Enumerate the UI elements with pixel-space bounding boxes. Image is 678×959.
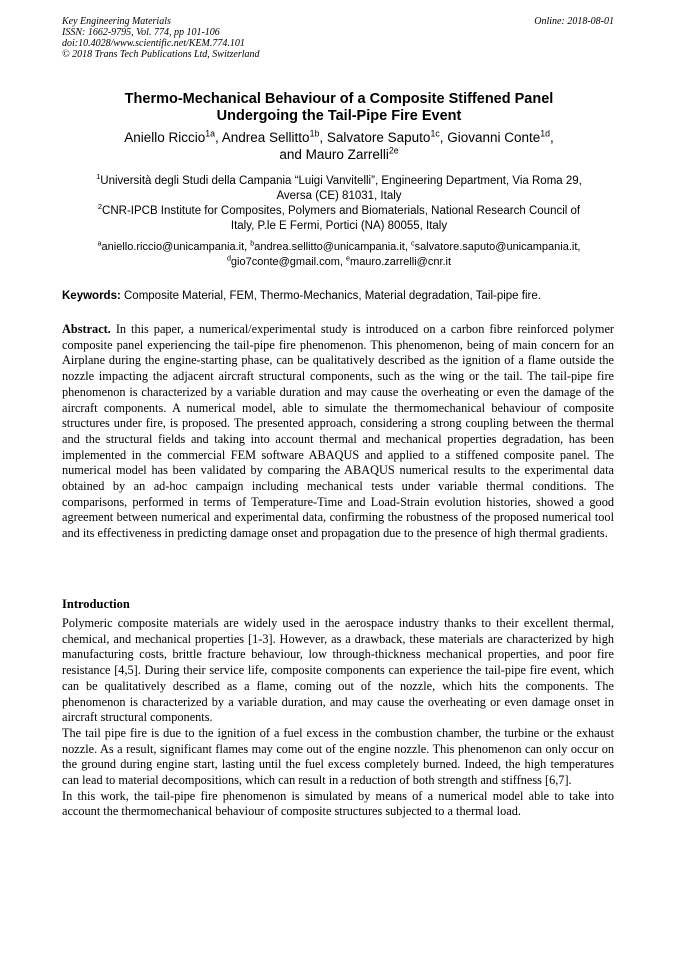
author-sep: , [550, 130, 554, 145]
abstract [62, 322, 614, 542]
affiliation-text: Università degli Studi della Campania “Luigi Vanvitelli”, Engineering Department, Via Roma 29, [100, 175, 582, 187]
keywords-text: Composite Material, FEM, Thermo-Mechanics, Material degradation, Tail-pipe fire. [124, 290, 541, 302]
author [447, 130, 554, 145]
copyright-line: © 2018 Trans Tech Publications Ltd, Switzerland [62, 49, 260, 60]
abstract-label: Abstract. [62, 322, 111, 336]
author-name: Andrea Sellitto [221, 130, 310, 145]
author-name: and Mauro Zarrelli [279, 147, 389, 162]
email-link[interactable]: salvatore.saputo@unicampania.it [414, 241, 578, 253]
author-sep: , [439, 130, 448, 145]
email-entry: $^b$andrea.sellitto@unicampania.it, [250, 239, 411, 253]
author-name: Salvatore Saputo [326, 130, 431, 145]
author-sup: 2e [388, 145, 399, 156]
email-link[interactable]: gio7conte@gmail.com [230, 256, 340, 268]
online-date: Online: 2018-08-01 [534, 16, 614, 27]
title-line-2: Undergoing the Tail-Pipe Fire Event [216, 108, 462, 124]
email-entry: $^d$gio7conte@gmail.com, [226, 254, 347, 268]
issn-line: ISSN: 1662-9795, Vol. 774, pp 101-106 [62, 27, 220, 38]
email-link[interactable]: mauro.zarrelli@cnr.it [350, 256, 452, 268]
affiliation-text: Italy, P.le E Fermi, Portici (NA) 80055, Italy [230, 220, 448, 232]
affiliation-1 [62, 174, 616, 204]
paragraph: In this work, the tail-pipe fire phenomenon is simulated by means of a numerical model able to take into account the thermomechanical behaviour of composite structures subjected to a thermal load. [62, 788, 614, 819]
email-list [62, 240, 616, 270]
email-link[interactable]: aniello.riccio@unicampania.it [101, 241, 245, 253]
paragraph: Polymeric composite materials are widely used in the aerospace industry thanks to their excellent thermal, chemical, and mechanical properties [1-3]. However, as a drawback, these materials are characterized by high manufacturing costs, brittle fracture behaviour, low through-thickness mechanical properties, and poor fire resistance [4,5]. During their service life, composite components can experience the tail-pipe fire event, which can be qualitatively described as a flame, coming out of the nozzle, which hits the components. The phenomenon is characterized by a variable duration, and may cause the overheating or even damage onset in aircraft structural components. [62, 616, 614, 725]
affiliation-2 [62, 204, 616, 234]
email-entry: $^c$salvatore.saputo@unicampania.it, [410, 239, 581, 253]
paper-title [62, 91, 616, 125]
author-sep: , [215, 130, 222, 145]
affiliation-text: Aversa (CE) 81031, Italy [276, 190, 402, 202]
email-link[interactable]: andrea.sellitto@unicampania.it [254, 241, 405, 253]
email-entry: $^e$mauro.zarrelli@cnr.it [346, 254, 452, 268]
author-sup: 1c [430, 128, 440, 139]
journal-info [62, 16, 260, 60]
abstract-text: In this paper, a numerical/experimental study is introduced on a carbon fibre reinforced polymer composite panel experiencing the tail-pipe fire phenomenon. This phenomenon, being of main concern for an Airplane during the engine-starting phase, can be qualitatively described as the ignition of a flame outside the nozzle impacting the adjacent aircraft structural components, such as the wing or the tail. The tail-pipe fire phenomenon is characterized by a variable duration and may cause the overheating or even the damage of the aircraft components. A numerical model, able to simulate the thermomechanical behaviour of composite structures under fire, is proposed. The presented approach, considering a strong coupling between the thermal and the structural fields and taking into account thermal and mechanical properties degradation, has been implemented in the commercial FEM software ABAQUS and applied to a stiffened composite panel. The numerical model has been validated by comparing the ABAQUS numerical results to the experimental data obtained by an ad-hoc campaign including mechanical tests under variable thermal conditions. The comparisons, performed in terms of Temperature-Time and Load-Strain evolution histories, showed a good agreement between numerical and experimental data, confirming the robustness of the proposed numerical tool and its effectiveness in predicting damage onset and propagation due to the presence of high thermal gradients. [62, 322, 614, 541]
author-name: Giovanni Conte [447, 130, 541, 145]
introduction-body [62, 616, 614, 820]
author [279, 147, 398, 162]
author [124, 130, 222, 145]
keywords [62, 289, 616, 304]
affiliation-sup: 1 [96, 172, 101, 182]
author-sup: 1d [540, 128, 551, 139]
email-entry: $^a$aniello.riccio@unicampania.it, [97, 239, 251, 253]
section-heading-introduction: Introduction [62, 597, 130, 611]
author [222, 130, 327, 145]
affiliation-text: CNR-IPCB Institute for Composites, Polymers and Biomaterials, National Research Council of [102, 205, 581, 217]
author-name: Aniello Riccio [124, 130, 206, 145]
journal-name: Key Engineering Materials [62, 16, 171, 27]
author [327, 130, 447, 145]
doi-line: doi:10.4028/www.scientific.net/KEM.774.101 [62, 38, 245, 49]
author-sep: , [319, 130, 327, 145]
affiliation-sup: 2 [97, 202, 103, 212]
title-line-1: Thermo-Mechanical Behaviour of a Composite Stiffened Panel [124, 91, 554, 107]
author-list [62, 129, 616, 163]
author-sup: 1a [205, 128, 215, 139]
author-sup: 1b [309, 128, 320, 139]
keywords-label: Keywords: [62, 290, 121, 302]
paragraph: The tail pipe fire is due to the ignition of a fuel excess in the combustion chamber, the turbine or the exhaust nozzle. As a result, significant flames may come out of the engine nozzle. This phenomenon can only occur on the ground during engine start, lasting until the fuel excess completely burned. Indeed, the high temperatures can lead to material decompositions, which can result in a reduction of both strength and stiffness [6,7]. [62, 725, 614, 788]
